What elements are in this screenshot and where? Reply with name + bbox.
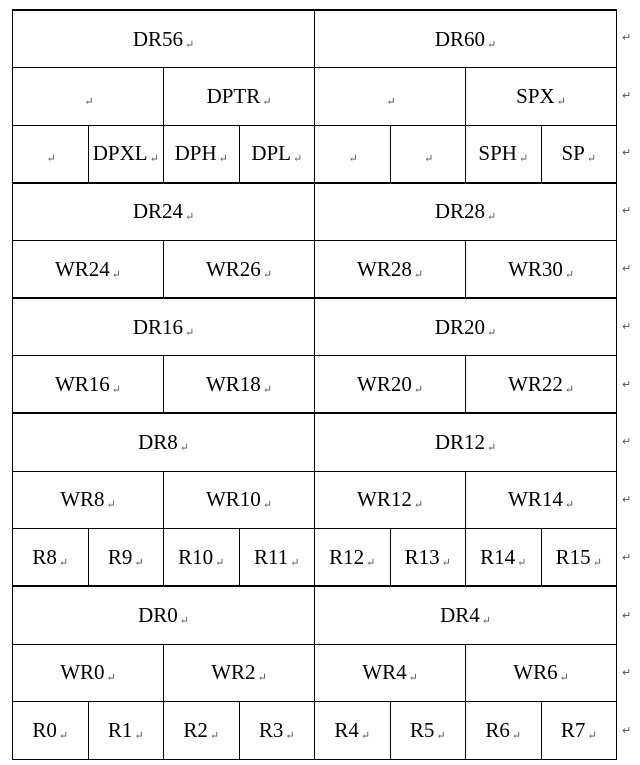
paragraph-mark-icon: ↵ <box>481 614 491 627</box>
register-label: WR30 <box>508 256 563 281</box>
register-cell-r1 <box>88 702 164 760</box>
register-label: WR20 <box>357 371 412 396</box>
paragraph-mark-icon: ↵ <box>360 730 371 743</box>
paragraph-mark-icon: ↵ <box>564 268 575 281</box>
register-label: WR24 <box>54 256 110 281</box>
register-label: DR16 <box>132 314 183 339</box>
register-cell-wr20 <box>315 356 466 414</box>
paragraph-mark-icon: ↵ <box>262 383 273 396</box>
paragraph-mark-icon: ↵ <box>556 95 566 108</box>
register-row <box>13 471 617 529</box>
paragraph-mark-icon: ↵ <box>517 556 527 569</box>
register-cell-wr8 <box>13 471 164 529</box>
register-label: DR24 <box>132 199 183 224</box>
row-end-mark-icon: ↵ <box>622 550 632 564</box>
paragraph-mark-icon: ↵ <box>487 38 497 51</box>
paragraph-mark-icon: ↵ <box>564 383 575 396</box>
register-label: R2 <box>183 718 208 743</box>
register-row <box>13 125 617 183</box>
register-cell-wr28 <box>315 241 466 299</box>
register-cell-empty <box>315 68 466 126</box>
register-cell-r13 <box>390 529 466 587</box>
register-label: DR12 <box>434 430 486 455</box>
register-cell-r4 <box>315 702 391 760</box>
register-cell-r3 <box>239 702 315 760</box>
register-row <box>13 68 617 126</box>
register-cell-dptr <box>164 68 315 126</box>
register-row <box>13 356 617 414</box>
paragraph-mark-icon: ↵ <box>185 211 195 224</box>
register-cell-wr12 <box>315 471 466 529</box>
row-end-mark-icon: ↵ <box>622 377 632 391</box>
register-label: WR4 <box>362 660 407 685</box>
register-row <box>13 183 617 241</box>
row-end-mark-icon: ↵ <box>622 204 632 218</box>
paragraph-mark-icon: ↵ <box>293 153 303 166</box>
register-label: R9 <box>107 544 133 569</box>
row-end-mark-icon: ↵ <box>622 493 632 507</box>
register-label: SPX <box>516 83 555 108</box>
paragraph-mark-icon: ↵ <box>262 95 272 108</box>
register-cell-dr16 <box>13 298 315 356</box>
paragraph-mark-icon: ↵ <box>290 556 300 569</box>
paragraph-mark-icon: ↵ <box>215 556 225 569</box>
paragraph-mark-icon: ↵ <box>179 442 189 455</box>
register-label: R5 <box>409 718 435 743</box>
row-end-mark-icon: ↵ <box>622 261 632 275</box>
paragraph-mark-icon: ↵ <box>487 326 497 339</box>
paragraph-mark-icon: ↵ <box>424 153 434 166</box>
paragraph-mark-icon: ↵ <box>487 211 497 224</box>
register-label: WR8 <box>60 487 105 512</box>
paragraph-mark-icon: ↵ <box>586 153 597 166</box>
register-cell-sph <box>466 125 542 183</box>
register-cell-wr24 <box>13 241 164 299</box>
paragraph-mark-icon: ↵ <box>185 326 195 339</box>
register-label: DR60 <box>434 26 486 51</box>
register-cell-wr22 <box>466 356 617 414</box>
paragraph-mark-icon: ↵ <box>185 38 195 51</box>
register-label: DPXL <box>92 141 148 166</box>
paragraph-mark-icon: ↵ <box>106 499 116 512</box>
register-cell-wr26 <box>164 241 315 299</box>
paragraph-mark-icon: ↵ <box>134 730 144 743</box>
register-cell-r15 <box>541 529 617 587</box>
register-cell-r14 <box>466 529 542 587</box>
paragraph-mark-icon: ↵ <box>209 730 220 743</box>
register-cell-spx <box>466 68 617 126</box>
register-label: R4 <box>334 718 359 743</box>
register-cell-dr28 <box>315 183 617 241</box>
register-label: DPTR <box>206 83 261 108</box>
row-end-mark-icon: ↵ <box>622 88 632 102</box>
paragraph-mark-icon: ↵ <box>111 383 122 396</box>
paragraph-mark-icon: ↵ <box>436 730 446 743</box>
register-label: SP <box>561 141 585 166</box>
paragraph-mark-icon: ↵ <box>413 383 424 396</box>
register-label: DR28 <box>434 199 486 224</box>
register-row <box>13 586 617 644</box>
paragraph-mark-icon: ↵ <box>408 672 418 685</box>
register-cell-dr12 <box>315 413 617 471</box>
register-label: SPH <box>478 141 517 166</box>
register-map-table <box>12 9 616 760</box>
paragraph-mark-icon: ↵ <box>386 95 396 108</box>
register-cell-r5 <box>390 702 466 760</box>
register-cell-r11 <box>239 529 315 587</box>
register-label: DPH <box>174 141 217 166</box>
register-row <box>13 529 617 587</box>
register-cell-sp <box>541 125 617 183</box>
register-label: DR20 <box>434 314 486 339</box>
register-cell-wr0 <box>13 644 164 702</box>
paragraph-mark-icon: ↵ <box>518 153 529 166</box>
register-label: R12 <box>329 544 365 569</box>
register-row <box>13 644 617 702</box>
register-label: WR10 <box>205 487 261 512</box>
register-cell-dpl <box>239 125 315 183</box>
register-cell-dph <box>164 125 240 183</box>
paragraph-mark-icon: ↵ <box>46 153 56 166</box>
register-cell-dr60 <box>315 10 617 68</box>
register-label: R13 <box>404 544 440 569</box>
row-end-mark-icon: ↵ <box>622 30 632 44</box>
register-label: R10 <box>178 544 214 569</box>
register-cell-r2 <box>164 702 240 760</box>
register-row <box>13 241 617 299</box>
register-cell-r8 <box>13 529 89 587</box>
register-row <box>13 298 617 356</box>
register-label: R6 <box>485 718 510 743</box>
register-cell-wr16 <box>13 356 164 414</box>
register-cell-dr8 <box>13 413 315 471</box>
register-label: WR28 <box>357 256 412 281</box>
register-label: WR14 <box>508 487 563 512</box>
register-table <box>12 9 617 760</box>
paragraph-mark-icon: ↵ <box>285 730 295 743</box>
register-cell-empty <box>13 68 164 126</box>
paragraph-mark-icon: ↵ <box>84 95 94 108</box>
register-row <box>13 702 617 760</box>
register-cell-r9 <box>88 529 164 587</box>
paragraph-mark-icon: ↵ <box>58 556 69 569</box>
register-label: R11 <box>254 544 289 569</box>
register-label: R7 <box>560 718 586 743</box>
register-label: R14 <box>480 544 516 569</box>
register-cell-r7 <box>541 702 617 760</box>
register-cell-r10 <box>164 529 240 587</box>
register-cell-wr18 <box>164 356 315 414</box>
paragraph-mark-icon: ↵ <box>441 556 451 569</box>
register-cell-r6 <box>466 702 542 760</box>
paragraph-mark-icon: ↵ <box>348 153 358 166</box>
paragraph-mark-icon: ↵ <box>511 730 522 743</box>
row-end-mark-icon: ↵ <box>622 666 632 680</box>
register-cell-wr10 <box>164 471 315 529</box>
paragraph-mark-icon: ↵ <box>413 499 424 512</box>
row-end-mark-icon: ↵ <box>622 608 632 622</box>
register-cell-wr14 <box>466 471 617 529</box>
register-label: R0 <box>32 718 57 743</box>
register-label: DR8 <box>138 430 178 455</box>
paragraph-mark-icon: ↵ <box>487 442 497 455</box>
register-cell-wr6 <box>466 644 617 702</box>
paragraph-mark-icon: ↵ <box>592 556 602 569</box>
register-label: R3 <box>258 718 284 743</box>
row-end-mark-icon: ↵ <box>622 319 632 333</box>
paragraph-mark-icon: ↵ <box>262 268 273 281</box>
register-label: DR4 <box>440 602 480 627</box>
register-cell-empty <box>390 125 466 183</box>
paragraph-mark-icon: ↵ <box>179 614 189 627</box>
register-label: WR0 <box>60 660 105 685</box>
paragraph-mark-icon: ↵ <box>149 153 159 166</box>
register-cell-wr30 <box>466 241 617 299</box>
paragraph-mark-icon: ↵ <box>134 556 144 569</box>
register-cell-dr20 <box>315 298 617 356</box>
paragraph-mark-icon: ↵ <box>106 672 116 685</box>
register-label: WR2 <box>211 660 256 685</box>
register-label: DR0 <box>138 602 178 627</box>
register-label: WR16 <box>54 371 110 396</box>
row-end-mark-icon: ↵ <box>622 146 632 160</box>
register-cell-empty <box>13 125 89 183</box>
register-cell-dpxl <box>88 125 164 183</box>
register-cell-empty <box>315 125 391 183</box>
paragraph-mark-icon: ↵ <box>262 499 273 512</box>
paragraph-mark-icon: ↵ <box>564 499 575 512</box>
register-cell-r12 <box>315 529 391 587</box>
paragraph-mark-icon: ↵ <box>111 268 122 281</box>
paragraph-mark-icon: ↵ <box>218 153 228 166</box>
row-end-mark-icon: ↵ <box>622 435 632 449</box>
register-label: R1 <box>107 718 133 743</box>
register-label: WR6 <box>513 660 558 685</box>
register-label: DPL <box>251 141 291 166</box>
register-label: R15 <box>555 544 591 569</box>
register-label: WR26 <box>205 256 261 281</box>
paragraph-mark-icon: ↵ <box>257 672 267 685</box>
register-table-body <box>13 10 617 760</box>
register-row <box>13 10 617 68</box>
register-cell-wr2 <box>164 644 315 702</box>
paragraph-mark-icon: ↵ <box>413 268 424 281</box>
register-cell-dr56 <box>13 10 315 68</box>
paragraph-mark-icon: ↵ <box>58 730 69 743</box>
paragraph-mark-icon: ↵ <box>587 730 597 743</box>
register-cell-dr0 <box>13 586 315 644</box>
register-cell-dr24 <box>13 183 315 241</box>
register-cell-wr4 <box>315 644 466 702</box>
row-end-mark-icon: ↵ <box>622 724 632 738</box>
register-label: WR22 <box>508 371 563 396</box>
register-row <box>13 413 617 471</box>
register-label: WR18 <box>205 371 261 396</box>
register-cell-dr4 <box>315 586 617 644</box>
paragraph-mark-icon: ↵ <box>366 556 376 569</box>
register-label: WR12 <box>357 487 412 512</box>
register-cell-r0 <box>13 702 89 760</box>
paragraph-mark-icon: ↵ <box>559 672 569 685</box>
register-label: R8 <box>32 544 57 569</box>
register-label: DR56 <box>132 26 183 51</box>
